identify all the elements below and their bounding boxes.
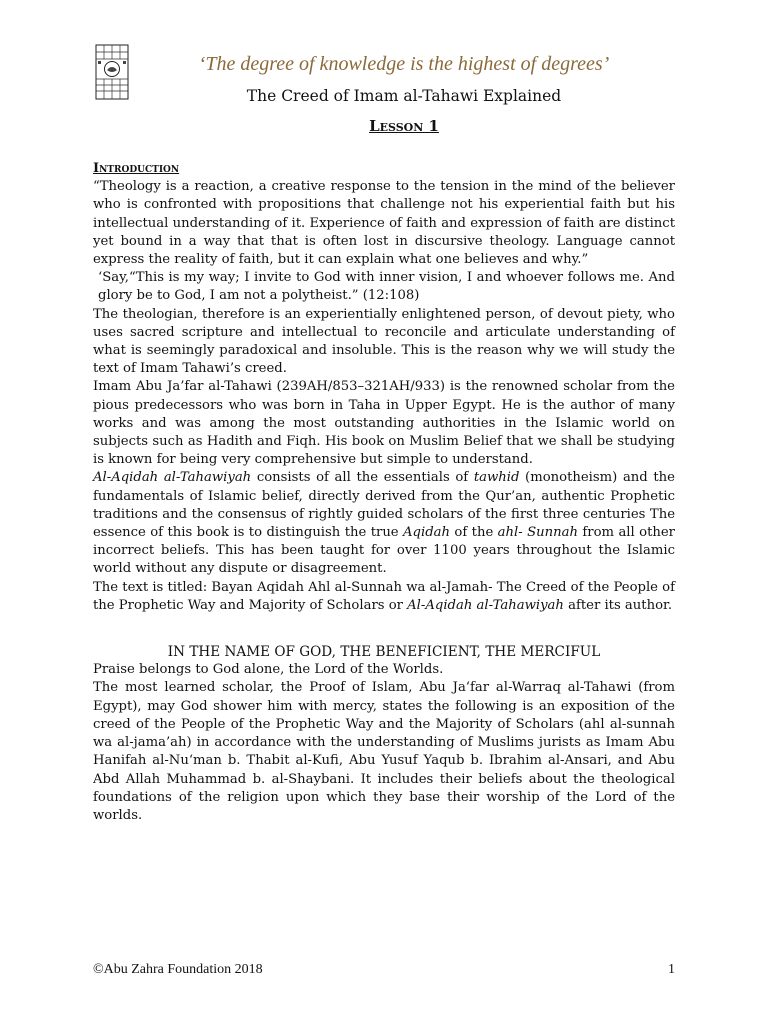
titled-paragraph bbox=[93, 579, 675, 615]
footer-copyright: ©Abu Zahra Foundation 2018 bbox=[93, 962, 263, 977]
text: after its author. bbox=[563, 597, 673, 613]
document-title: The Creed of Imam al-Tahawi Explained bbox=[246, 87, 562, 105]
term: Aqidah bbox=[403, 525, 451, 541]
paragraph: The theologian, therefore is an experientially enlightened person, of devout piety, who uses sacred scripture and intellectual to reconcile and articulate understanding of what is seemingly paradoxical and insoluble. This is the reason why we will study the text of Imam Tahawi’s creed. bbox=[93, 306, 675, 377]
book-title: Al-Aqidah al-Tahawiyah bbox=[93, 470, 252, 486]
term: tawhid bbox=[473, 470, 520, 486]
quran-quote: ‘Say,“This is my way; I invite to God with inner vision, I and whoever follows me. And glory be to God, I am not a polytheist.” (12:108) bbox=[98, 270, 675, 304]
paragraph: Praise belongs to God alone, the Lord of the Worlds. bbox=[93, 662, 444, 678]
paragraph: The most learned scholar, the Proof of Islam, Abu Ja‘far al-Warraq al-Tahawi (from Egypt), may God shower him with mercy, states the following is an exposition of the creed of the People of the Prophetic Way and the Majority of Scholars (ahl al-sunnah wa al-jama’ah) in accordance with the understanding of Muslims jurists as Imam Abu Hanifah al-Nu‘man b. Thabit al-Kufi, Abu Yusuf Yaqub b. Ibrahim al-Ansari, and Abu Abd Allah Muhammad b. al-Shaybani. It includes their beliefs about the theological foundations of the religion upon which they base their worship of the Lord of the worlds. bbox=[93, 680, 675, 823]
text: The text is titled: Bayan Aqidah Ahl al-Sunnah wa al-Jamah- The Creed of the People of the Prophetic Way and Majority of Scholars or bbox=[93, 579, 675, 613]
text: consists of all the essentials of bbox=[251, 470, 474, 486]
term: ahl- Sunnah bbox=[497, 525, 578, 541]
paragraph: Imam Abu Ja’far al-Tahawi (239AH/853–321AH/933) is the renowned scholar from the pious predecessors who was born in Taha in Upper Egypt. He is the author of many works and was among the most outstanding authorities in the Islamic world on subjects such as Hadith and Fiqh. His book on Muslim Belief that we shall be studying is known for being very comprehensive but simple to understand. bbox=[93, 379, 675, 468]
lesson-heading: Lesson 1 bbox=[369, 117, 439, 135]
document-body bbox=[93, 160, 675, 825]
basmala-heading: IN THE NAME OF GOD, THE BENEFICIENT, THE MERCIFUL bbox=[167, 644, 601, 661]
motto: ‘The degree of knowledge is the highest of degrees’ bbox=[198, 53, 610, 75]
introduction-heading: Introduction bbox=[93, 161, 180, 176]
text: (monotheism) and the fundamentals of Islamic belief, directly derived from the Qur’an, authentic Prophetic traditions and the consensus of rightly guided scholars of the first three centuries The essence of this book is to distinguish the true bbox=[93, 470, 675, 541]
paragraph: “Theology is a reaction, a creative response to the tension in the mind of the believer who is confronted with propositions that challenge not his experiential faith but his intellectual understanding of it. Experience of faith and expression of faith are distinct yet bound in a way that that is often lost in discursive theology. Language cannot express the reality of faith, but it can explain what one believes and why.” bbox=[93, 179, 675, 268]
text: from all other incorrect beliefs. This has been taught for over 1100 years throughout the Islamic world without any dispute or disagreement. bbox=[93, 525, 675, 577]
book-title: Al-Aqidah al-Tahawiyah bbox=[407, 597, 564, 613]
page-number: 1 bbox=[668, 962, 675, 977]
text: of the bbox=[450, 525, 498, 541]
aqidah-paragraph bbox=[93, 469, 675, 578]
